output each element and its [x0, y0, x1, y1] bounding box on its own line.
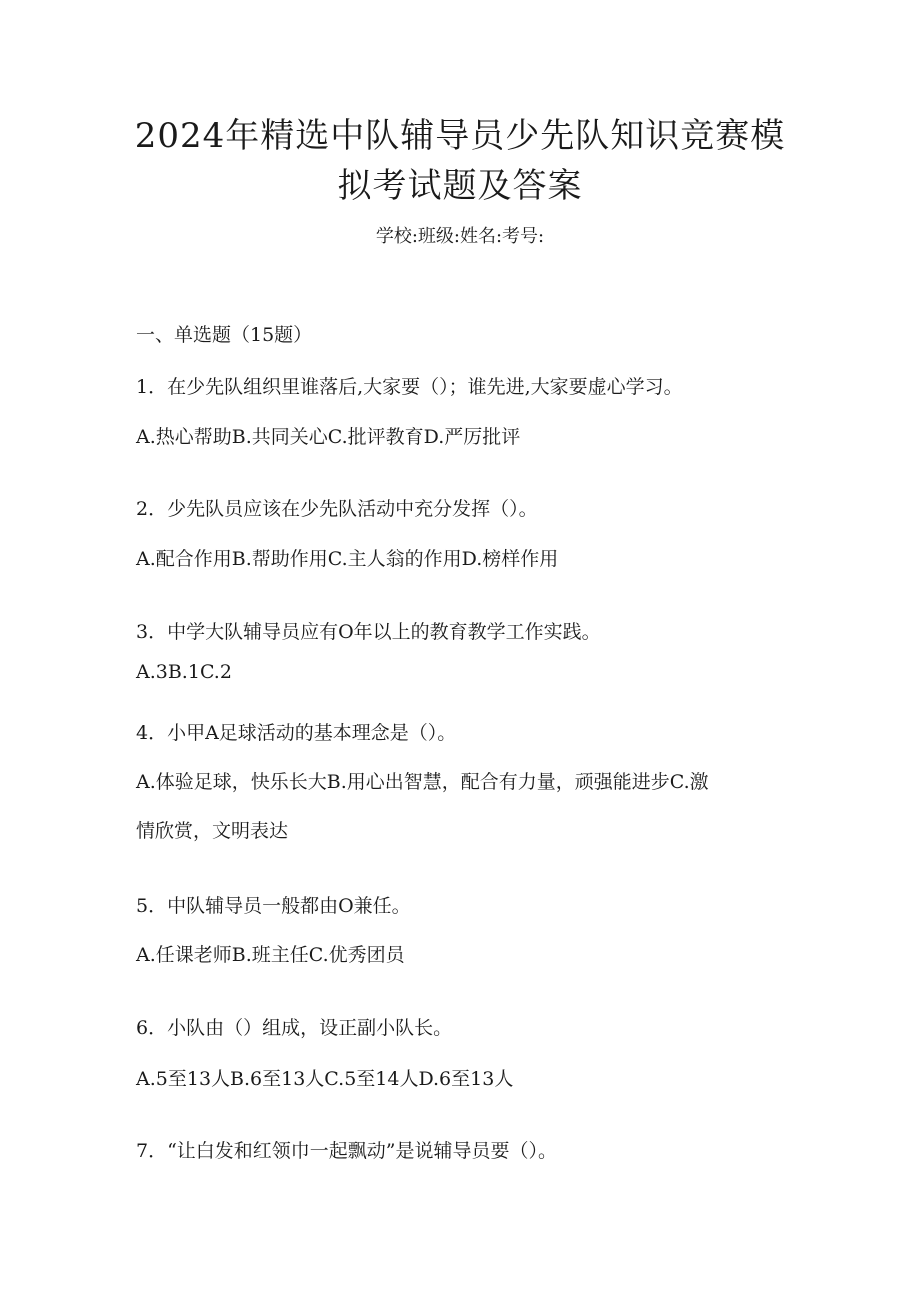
- question-7-stem: 7．“让白发和红领巾一起飘动”是说辅导员要（）。: [136, 1140, 558, 1162]
- question-5-options: A.任课老师B.班主任C.优秀团员: [136, 944, 405, 966]
- document-title-line-1: 2024年精选中队辅导员少先队知识竞赛模: [134, 116, 786, 156]
- question-6-stem: 6．小队由（）组成，设正副小队长。: [136, 1017, 453, 1039]
- question-4-options-line-1: A.体验足球，快乐长大B.用心出智慧，配合有力量，顽强能进步C.激: [136, 771, 709, 793]
- question-1-stem: 1．在少先队组织里谁落后,大家要（）；谁先进,大家要虚心学习。: [136, 376, 683, 398]
- question-4-stem: 4．小甲A足球活动的基本理念是（）。: [136, 722, 457, 744]
- question-1-options: A.热心帮助B.共同关心C.批评教育D.严厉批评: [136, 426, 521, 448]
- question-6-options: A.5至13人B.6至13人C.5至14人D.6至13人: [136, 1068, 514, 1090]
- section-heading: 一、单选题（15题）: [136, 324, 313, 346]
- question-5-stem: 5．中队辅导员一般都由O兼任。: [136, 895, 411, 917]
- question-3-options: A.3B.1C.2: [136, 661, 232, 683]
- question-2-stem: 2．少先队员应该在少先队活动中充分发挥（）。: [136, 498, 538, 520]
- question-4-options-line-2: 情欣赏，文明表达: [136, 820, 289, 842]
- question-2-options: A.配合作用B.帮助作用C.主人翁的作用D.榜样作用: [136, 548, 559, 570]
- student-info-line: 学校:班级:姓名:考号:: [375, 226, 545, 247]
- document-title-line-2: 拟考试题及答案: [337, 166, 583, 206]
- question-3-stem: 3．中学大队辅导员应有O年以上的教育教学工作实践。: [136, 621, 601, 643]
